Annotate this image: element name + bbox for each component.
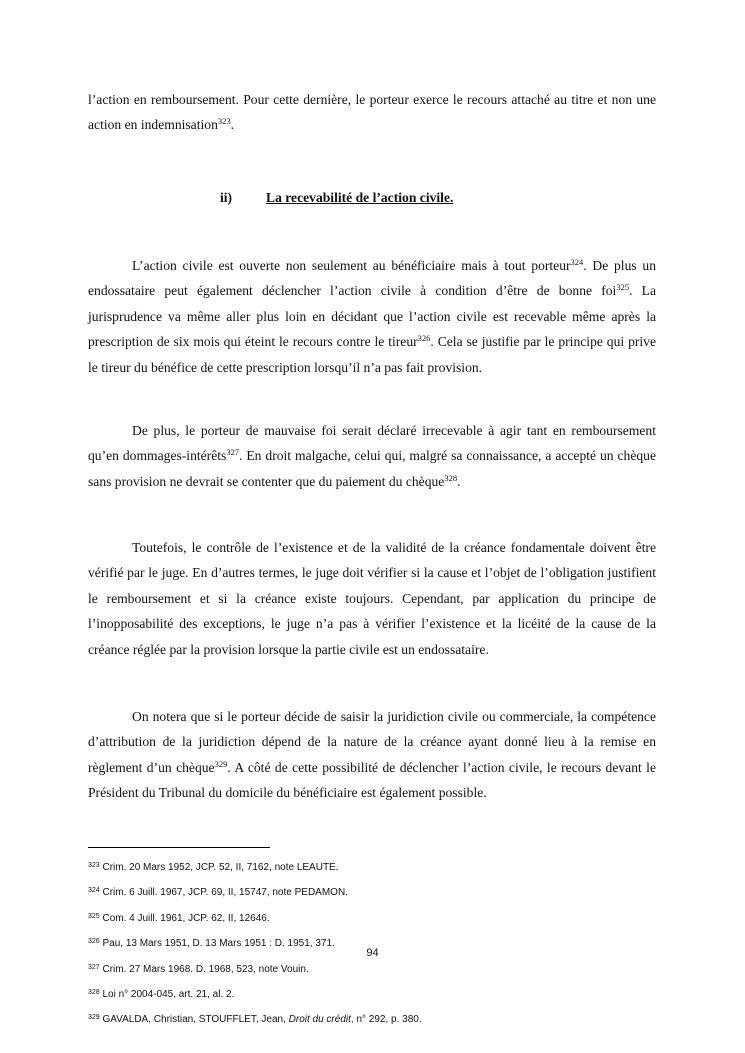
footnote-text: Com. 4 Juill. 1961, JCP. 62, II, 12646. <box>102 912 270 924</box>
section-number: ii) <box>220 190 233 205</box>
footnote-number: 329 <box>88 1014 100 1022</box>
footnote-ref-328[interactable]: 328 <box>444 472 458 483</box>
paragraph-3 <box>88 535 656 662</box>
section-title: La recevabilité de l’action civile. <box>266 190 454 205</box>
page-number: 94 <box>366 947 379 959</box>
paragraph-2-text: De plus, le porteur de mauvaise foi serait déclaré irrecevable à agir tant en remboursement qu’en dommages-intérêts$^{327}$. En droit malgache, celui qui, malgré sa connaissance, a accepté un chèque sans provision ne devrait se contenter que du paiement du chèque$^{328}$. <box>88 423 656 489</box>
footnote-text: Loi n° 2004-045, art. 21, al. 2. <box>102 989 235 1001</box>
paragraph-3-text: Toutefois, le contrôle de l’existence et de la validité de la créance fondamentale doivent être vérifié par le juge. En d’autres termes, le juge doit vérifier si la cause et l’objet de l’obligation justifient le remboursement et si la créance existe toujours. Cependant, par application du principe de l’inopposabilité des exceptions, le juge n’a pas à vérifier l’existence et la licéité de la cause de la créance réglée par la provision lorsque la partie civile est un endossataire. <box>88 540 656 657</box>
footnote <box>88 880 668 905</box>
footnote-number: 327 <box>88 963 100 971</box>
footnote-ref-326[interactable]: 326 <box>417 333 431 344</box>
paragraph-2 <box>88 418 656 494</box>
footnote-divider <box>88 847 270 848</box>
paragraph-0 <box>88 87 656 138</box>
paragraph-1 <box>88 253 656 380</box>
footnote-text-pre: GAVALDA, Christian, STOUFFLET, Jean, <box>102 1014 289 1026</box>
footnote-ref-327[interactable]: 327 <box>226 447 240 458</box>
footnote <box>88 855 668 880</box>
footnote-text: Crim. 27 Mars 1968. D. 1968, 523, note Vouin. <box>102 963 309 975</box>
footnote-number: 324 <box>88 887 100 895</box>
footnote-number: 328 <box>88 989 100 997</box>
footnote-number: 325 <box>88 912 100 920</box>
footnote <box>88 957 668 982</box>
footnotes <box>88 855 668 1033</box>
footnote-ref-324[interactable]: 324 <box>570 257 584 267</box>
footnote-text: Crim. 20 Mars 1952, JCP. 52, II, 7162, note LEAUTE. <box>102 862 339 873</box>
paragraph-0-text: l’action en remboursement. Pour cette dernière, le porteur exerce le recours attaché au titre et non une action en indemnisation$^{323}$. <box>88 92 656 133</box>
paragraph-4 <box>88 704 656 806</box>
footnote-number: 326 <box>88 938 100 946</box>
footnote <box>88 982 668 1007</box>
footnote-ref-329[interactable]: 329 <box>214 758 228 769</box>
footnote-ref-325[interactable]: 325 <box>616 282 630 293</box>
paragraph-1-text: L’action civile est ouverte non seulement au bénéficiaire mais à tout porteur$^{324}$. De plus un endossataire peut également déclencher l’action civile à condition d’être de bonne foi$^{325}$. La jurisprudence va même aller plus loin en décidant que l’action civile est recevable même après la prescription de six mois qui éteint le recours contre le tireur$^{326}$. Cela se justifie par le principe qui prive le tireur du bénéfice de cette prescription lorsqu’il n’a pas fait provision. <box>88 257 656 375</box>
footnote-text: Pau, 13 Mars 1951, D. 13 Mars 1951 : D. 1951, 371. <box>102 938 335 950</box>
paragraph-4-text: On notera que si le porteur décide de saisir la juridiction civile ou commerciale, la compétence d’attribution de la juridiction dépend de la nature de la créance ayant donné lieu à la remise en règlement d’un chèque$^{329}$. A côté de cette possibilité de déclencher l’action civile, le recours devant le Président du Tribunal du domicile du bénéficiaire est également possible. <box>88 709 656 801</box>
footnote-text: Crim. 6 Juill. 1967, JCP. 69, II, 15747, note PEDAMON. <box>102 887 348 899</box>
footnote-number: 323 <box>88 862 100 869</box>
footnote-text-post: , n° 292, p. 380. <box>350 1014 422 1026</box>
footnote <box>88 1007 668 1032</box>
footnote-ref-323[interactable]: 323 <box>217 116 231 127</box>
footnote <box>88 906 668 931</box>
book-title: Droit du crédit <box>288 1014 351 1026</box>
